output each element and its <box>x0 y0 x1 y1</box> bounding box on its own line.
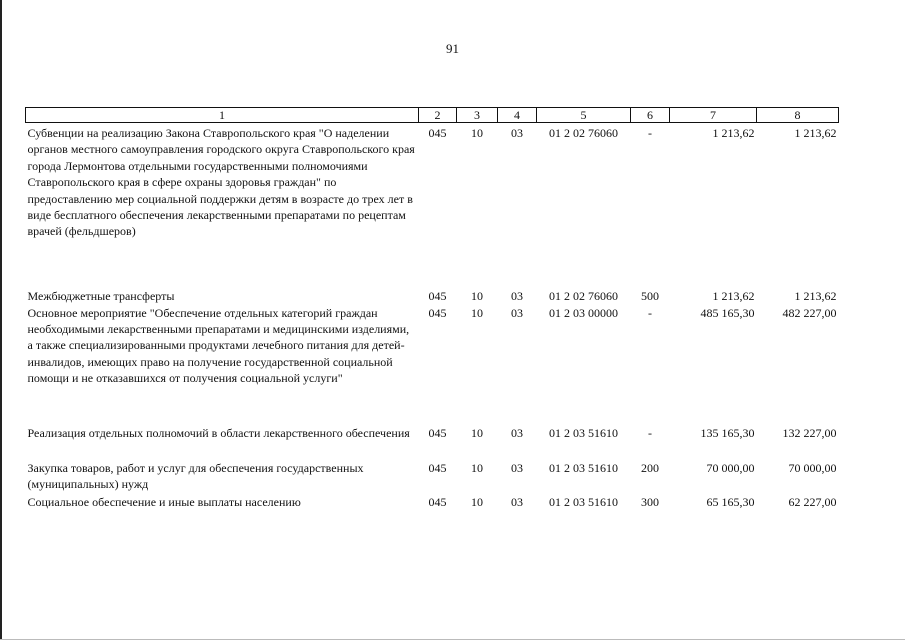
cell-target-code: 01 2 03 00000 <box>549 305 618 320</box>
cell-subsection: 03 <box>511 288 523 303</box>
cell-target-code: 01 2 03 51610 <box>549 425 618 440</box>
cell-ministry: 045 <box>428 288 447 303</box>
row-name: Субвенции на реализацию Закона Ставропольского края "О наделении органов местного самоуправления городского округа Ставропольского края города Лермонтова отдельными государственными полномочиями Ставропольского края в сфере охраны здоровья граждан" по предоставлению мер социальной поддержки детям в возрасте до трех лет в виде бесплатного обеспечения лекарственными препаратами по рецептам врачей (фельдшеров) <box>27 126 415 239</box>
row-name: Закупка товаров, работ и услуг для обеспечения государственных (муниципальных) нужд <box>27 460 364 491</box>
cell-target-code: 01 2 02 76060 <box>549 288 618 303</box>
cell-target-code: 01 2 02 76060 <box>549 126 618 140</box>
cell-ministry: 045 <box>428 425 447 440</box>
cell-expense-type: 200 <box>641 460 659 475</box>
cell-subsection: 03 <box>511 126 523 140</box>
header-cell: 5 <box>537 108 631 123</box>
cell-section: 10 <box>471 494 483 509</box>
cell-section: 10 <box>471 126 483 140</box>
cell-section: 10 <box>471 460 483 475</box>
header-cell: 7 <box>670 108 757 123</box>
cell-expense-type: 300 <box>641 494 659 509</box>
cell-amount-2: 1 213,62 <box>794 288 837 303</box>
cell-ministry: 045 <box>428 494 447 509</box>
cell-expense-type: 500 <box>641 288 659 303</box>
scan-left-edge <box>0 0 2 640</box>
cell-amount-2: 62 227,00 <box>788 494 837 509</box>
cell-ministry: 045 <box>428 126 447 140</box>
cell-amount-2: 482 227,00 <box>782 305 837 320</box>
cell-amount-1: 65 165,30 <box>706 494 755 509</box>
table-row <box>26 425 839 460</box>
header-cell: 2 <box>419 108 457 123</box>
cell-expense-type: - <box>648 305 652 320</box>
cell-target-code: 01 2 03 51610 <box>549 494 618 509</box>
cell-amount-1: 135 165,30 <box>700 425 755 440</box>
row-name: Межбюджетные трансферты <box>27 288 175 303</box>
header-cell: 3 <box>457 108 498 123</box>
header-cell: 1 <box>26 108 419 123</box>
header-cell: 8 <box>757 108 839 123</box>
cell-amount-2: 70 000,00 <box>788 460 837 475</box>
row-name: Реализация отдельных полномочий в области лекарственного обеспечения <box>27 425 410 440</box>
cell-subsection: 03 <box>511 425 523 440</box>
header-cell: 6 <box>631 108 670 123</box>
cell-target-code: 01 2 03 51610 <box>549 460 618 475</box>
table-row <box>26 123 839 288</box>
page-number: 91 <box>446 41 459 56</box>
table-row <box>26 494 839 512</box>
cell-ministry: 045 <box>428 305 447 320</box>
table-row <box>26 460 839 494</box>
cell-subsection: 03 <box>511 460 523 475</box>
cell-amount-2: 1 213,62 <box>794 126 837 140</box>
cell-amount-1: 1 213,62 <box>712 288 755 303</box>
cell-subsection: 03 <box>511 494 523 509</box>
table-header-row <box>26 108 839 123</box>
header-cell: 4 <box>498 108 537 123</box>
cell-amount-1: 1 213,62 <box>712 126 755 140</box>
table-row <box>26 305 839 425</box>
cell-amount-2: 132 227,00 <box>782 425 837 440</box>
cell-amount-1: 485 165,30 <box>700 305 755 320</box>
row-name: Социальное обеспечение и иные выплаты населению <box>27 494 301 509</box>
cell-expense-type: - <box>648 126 652 140</box>
table-row <box>26 288 839 305</box>
cell-section: 10 <box>471 288 483 303</box>
cell-expense-type: - <box>648 425 652 440</box>
cell-section: 10 <box>471 425 483 440</box>
cell-amount-1: 70 000,00 <box>706 460 755 475</box>
budget-table <box>25 107 839 512</box>
cell-section: 10 <box>471 305 483 320</box>
cell-subsection: 03 <box>511 305 523 320</box>
row-name: Основное мероприятие "Обеспечение отдельных категорий граждан необходимыми лекарственными препаратами и медицинскими изделиями, а также специализированными продуктами лечебного питания для детей-инвалидов, имеющих право на получение государственной социальной помощи и не отказавшихся от получения социальной услуги" <box>27 305 410 386</box>
cell-ministry: 045 <box>428 460 447 475</box>
